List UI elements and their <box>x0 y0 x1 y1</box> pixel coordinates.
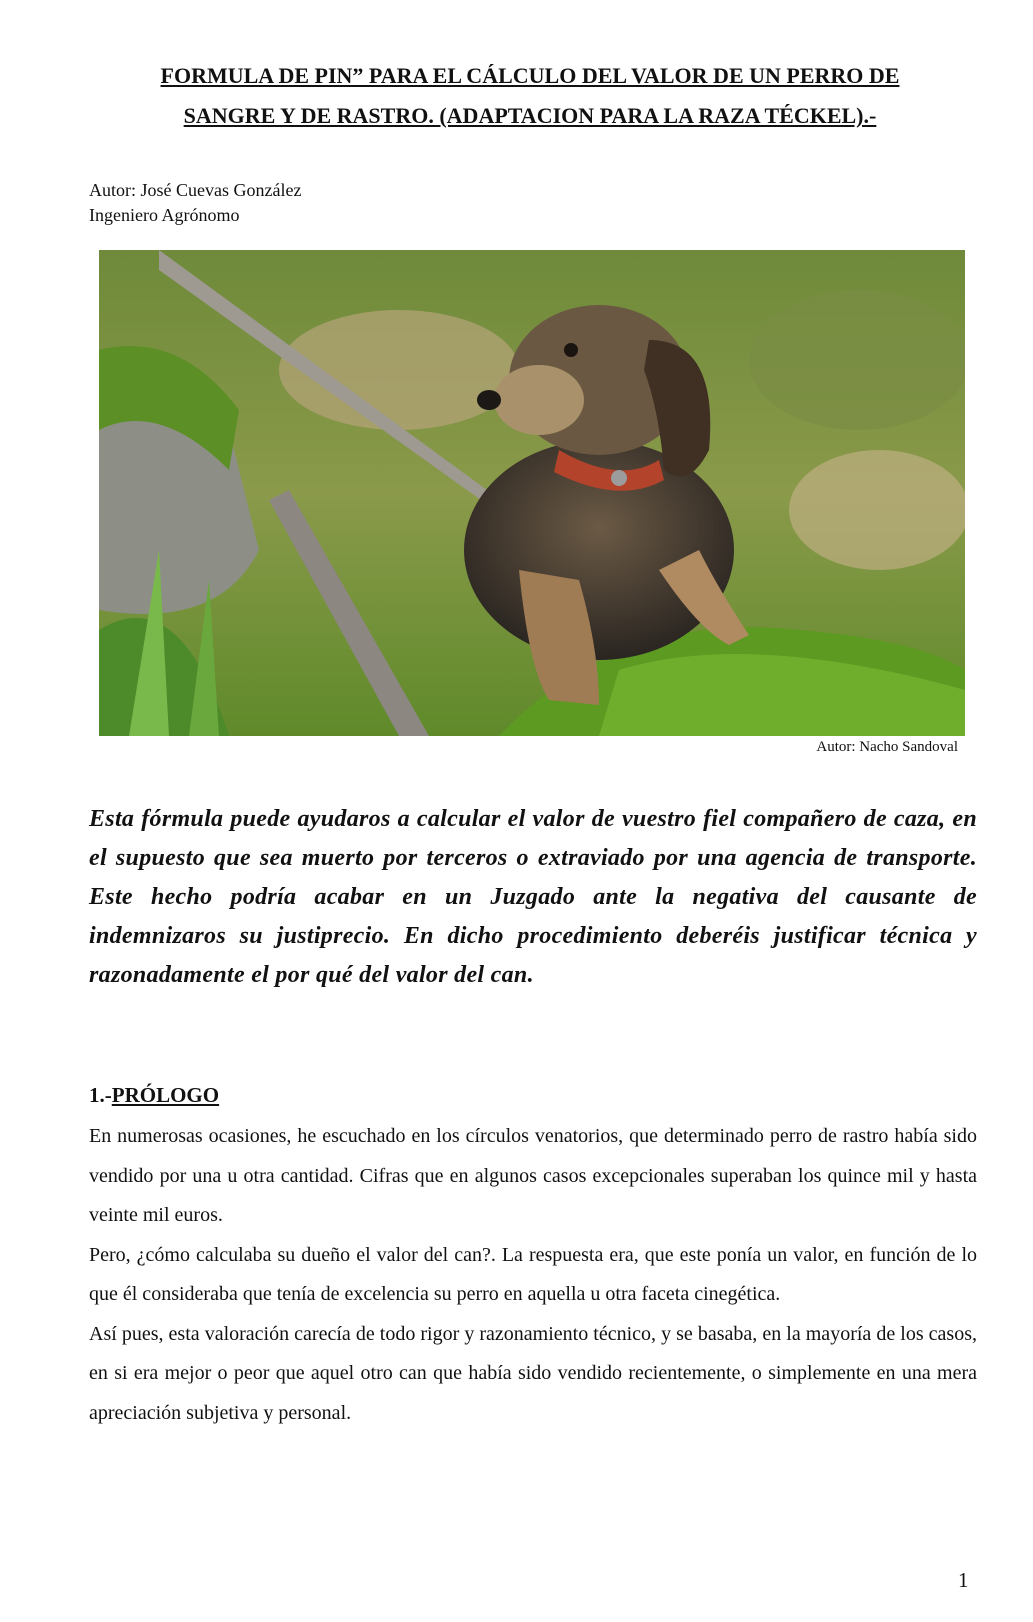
photo-credit: Autor: Nacho Sandoval <box>816 739 958 755</box>
title-line-2: SANGRE Y DE RASTRO. (ADAPTACION PARA LA RAZA TÉCKEL).- <box>183 103 877 128</box>
section-title: PRÓLOGO <box>111 1083 220 1107</box>
author-role: Ingeniero Agrónomo <box>89 205 240 225</box>
dachshund-puppy-image <box>99 250 965 736</box>
document-title <box>120 56 940 136</box>
author-name: Autor: José Cuevas González <box>89 180 302 200</box>
intro-paragraph: Esta fórmula puede ayudaros a calcular el valor de vuestro fiel compañero de caza, en el supuesto que sea muerto por terceros o extraviado por una agencia de transporte. Este hecho podría acabar en un Juzgado ante la negativa del causante de indemnizaros su justiprecio. En dicho procedimiento deberéis justificar técnica y razonadamente el por qué del valor del can. <box>89 806 977 988</box>
title-line-1: FORMULA DE PIN” PARA EL CÁLCULO DEL VALOR DE UN PERRO DE <box>160 63 900 88</box>
paragraph-2: Pero, ¿cómo calculaba su dueño el valor del can?. La respuesta era, que este ponía un valor, en función de lo que él consideraba que tenía de excelencia su perro en aquella u otra faceta cinegética. <box>89 1243 977 1305</box>
paragraph-3: Así pues, esta valoración carecía de todo rigor y razonamiento técnico, y se basaba, en la mayoría de los casos, en si era mejor o peor que aquel otro can que había sido vendido recientemente, o simplemente en una mera apreciación subjetiva y personal. <box>89 1322 977 1424</box>
paragraph-1: En numerosas ocasiones, he escuchado en los círculos venatorios, que determinado perro de rastro había sido vendido por una u otra cantidad. Cifras que en algunos casos excepcionales superaban los quince mil y hasta veinte mil euros. <box>89 1125 977 1226</box>
section-heading <box>89 1083 219 1108</box>
section-number: 1.- <box>89 1083 112 1107</box>
author-block <box>89 178 301 228</box>
section-body <box>89 1117 977 1433</box>
page-number: 1 <box>958 1568 969 1592</box>
dog-photo <box>99 250 965 736</box>
